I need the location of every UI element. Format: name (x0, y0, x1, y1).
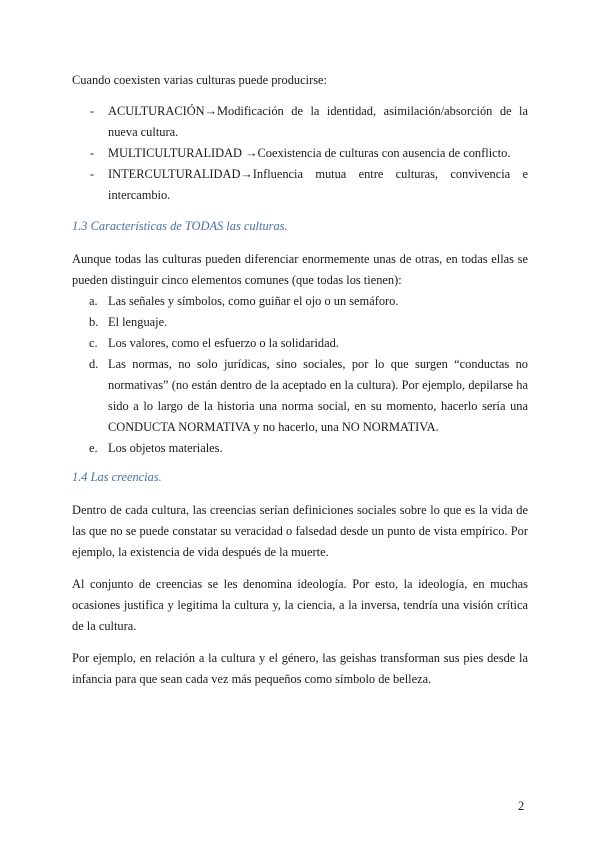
list-marker: b. (89, 315, 99, 329)
section-1-4-paragraph: Dentro de cada cultura, las creencias serían definiciones sociales sobre lo que es la vida de las que no se puede constatar su veracidad o falsedad desde un punto de vista empírico. Por ejemplo, la existencia de vida después de la muerte. (72, 503, 528, 559)
definition-interculturalidad: INTERCULTURALIDAD→Influencia mutua entre culturas, convivencia e intercambio. (108, 167, 528, 202)
list-marker: e. (89, 441, 98, 455)
page-number: 2 (518, 799, 525, 813)
list-item (72, 438, 528, 459)
list-item (72, 291, 528, 312)
definition-aculturacion: ACULTURACIÓN→Modificación de la identidad, asimilación/absorción de la nueva cultura. (108, 104, 528, 139)
list-item (72, 312, 528, 333)
section-1-3-paragraph: Aunque todas las culturas pueden diferenciar enormemente unas de otras, en todas ellas se pueden distinguir cinco elementos comunes (que todas los tienen): (72, 252, 528, 287)
document-page (72, 70, 528, 701)
list-item-text: Las señales y símbolos, como guiñar el ojo o un semáforo. (108, 294, 399, 308)
section-1-4-paragraph: Al conjunto de creencias se les denomina ideología. Por esto, la ideología, en muchas ocasiones justifica y legitima la cultura y, la ciencia, a la inversa, tendría una visión crítica de la cultura. (72, 577, 528, 633)
list-marker: - (90, 167, 95, 181)
list-marker: d. (89, 357, 99, 371)
list-item (72, 164, 528, 206)
list-marker: a. (89, 294, 98, 308)
section-heading-1-3: 1.3 Características de TODAS las culturas. (72, 219, 288, 233)
list-marker: - (90, 146, 95, 160)
list-item-text: El lenguaje. (108, 315, 168, 329)
list-item (72, 333, 528, 354)
definition-multiculturalidad: MULTICULTURALIDAD →Coexistencia de culturas con ausencia de conflicto. (108, 146, 511, 160)
section-heading-1-4: 1.4 Las creencias. (72, 470, 162, 484)
elements-list (72, 291, 528, 459)
list-item-text: Los valores, como el esfuerzo o la solidaridad. (108, 336, 339, 350)
definitions-list (72, 101, 528, 206)
list-marker: - (90, 104, 95, 118)
section-1-4-paragraph: Por ejemplo, en relación a la cultura y el género, las geishas transforman sus pies desde la infancia para que sean cada vez más pequeños como símbolo de belleza. (72, 651, 528, 686)
list-item (72, 143, 528, 164)
list-item (72, 101, 528, 143)
list-marker: c. (89, 336, 98, 350)
list-item-text: Los objetos materiales. (108, 441, 223, 455)
list-item-text: Las normas, no solo jurídicas, sino sociales, por lo que surgen “conductas no normativas” (no están dentro de la aceptado en la cultura). Por ejemplo, depilarse ha sido a lo largo de la historia una norma social, en su momento, hacerlo sería una CONDUCTA NORMATIVA y no hacerlo, una NO NORMATIVA. (108, 357, 528, 434)
intro-text: Cuando coexisten varias culturas puede producirse: (72, 73, 327, 87)
list-item (72, 354, 528, 438)
